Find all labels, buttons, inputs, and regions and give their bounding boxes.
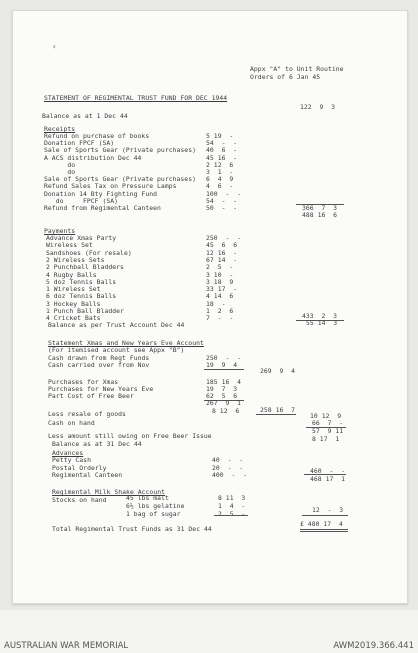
ledger-row-label: Cash drawn from Regt Funds <box>48 354 150 362</box>
xmas-cash-label: Cash on hand <box>48 419 95 427</box>
ledger-row-label: Part Cost of Free Beer <box>48 392 134 401</box>
footer-credit: AUSTRALIAN WAR MEMORIAL <box>4 641 129 651</box>
xmas-difference: 10 12 9 <box>310 412 342 420</box>
payments-total: 433 2 3 <box>302 312 338 320</box>
milkshake-rule <box>214 515 248 516</box>
ledger-row-label: Regimental Canteen <box>52 471 123 480</box>
ledger-row-label: 6½ lbs gelatine <box>126 501 185 510</box>
ledger-row-amount: 7 - - <box>206 314 234 323</box>
milkshake-total: 12 - 3 <box>312 506 344 514</box>
xmas-resale-value: 8 12 6 <box>212 407 240 415</box>
xmas-subtotal-a-rule <box>204 369 244 370</box>
receipts-running-total: 488 16 6 <box>302 211 338 219</box>
opening-balance-label: Balance as at 1 Dec 44 <box>42 112 128 120</box>
milkshake-stock-label: Stocks on hand <box>52 496 107 504</box>
ledger-row-amount: 40 6 - <box>206 146 238 155</box>
ledger-row-amount: 250 - - <box>206 354 242 362</box>
ledger-row-amount: 18 - <box>206 299 226 308</box>
ledger-row-label: Advance Xmas Party <box>46 234 117 242</box>
ledger-row-amount: 50 - - <box>206 204 238 212</box>
ledger-row-label: Donation 14 Bty Fighting Fund <box>44 189 158 198</box>
receipts-total: 366 7 3 <box>302 204 338 212</box>
ledger-row-label: 2 Wireless Sets <box>46 255 105 264</box>
xmas-heading: Statement Xmas and New Years Eve Account <box>48 339 204 347</box>
advances-total: 460 - - <box>310 467 346 475</box>
ledger-row-label: Purchases for Xmas <box>48 378 119 386</box>
ledger-row-label: 5 doz Tennis Balls <box>46 277 117 286</box>
ledger-row-label: 1 Wireless Set <box>46 285 101 294</box>
ledger-row-amount: 100 - - <box>206 189 242 198</box>
ledger-row-amount: 19 7 3 <box>206 385 238 394</box>
payments-heading: Payments <box>44 227 76 235</box>
ledger-row-label: Sale of Sports Gear (Private purchases) <box>44 175 197 184</box>
ledger-row-label: 3 Hockey Balls <box>46 299 101 308</box>
ledger-row-amount: 1 4 - <box>218 501 246 510</box>
xmas-net-rule <box>256 414 296 415</box>
ledger-row-amount: 2 5 - <box>206 263 234 272</box>
opening-balance-value: 122 9 3 <box>300 103 336 111</box>
final-total-label: Total Regimental Trust Funds as 31 Dec 44 <box>52 525 212 533</box>
ledger-row-amount: 19 9 4 <box>206 361 238 370</box>
ledger-row-amount: 45 16 - <box>206 153 238 162</box>
ledger-row-amount: 67 14 - <box>206 255 238 264</box>
advances-heading: Advances <box>52 449 84 457</box>
ledger-row-label: 4 Rugby Balls <box>46 270 97 279</box>
final-total-rule-2 <box>300 531 348 532</box>
ledger-row-amount: 2 12 6 <box>206 160 234 169</box>
document-title: STATEMENT OF REGIMENTAL TRUST FUND FOR DEC 1944 <box>44 94 228 102</box>
xmas-note: (For itemised account see Appx "B") <box>48 346 185 354</box>
ledger-row-label: 2 Punchball Bladders <box>46 263 124 272</box>
ledger-row-amount: 2 5 - <box>218 509 246 518</box>
ledger-row-label: Wireless Set <box>46 241 93 250</box>
ledger-row-amount: 1 2 6 <box>206 307 234 315</box>
footer-accession-number: AWM2019.366.441 <box>333 641 414 651</box>
ledger-row-amount: 3 1 - <box>206 168 234 176</box>
ledger-row-label: Sale of Sports Gear (Private purchases) <box>44 146 197 155</box>
payments-balance-value: 55 14 3 <box>306 319 338 327</box>
ledger-row-amount: 4 14 6 <box>206 292 234 301</box>
xmas-beer-label: Less amount still owing on Free Beer Issue <box>48 432 212 440</box>
appendix-line-2: Orders of 6 Jan 45 <box>250 73 321 81</box>
receipts-heading: Receipts <box>44 125 76 133</box>
ledger-row-amount: 62 5 6 <box>206 392 238 401</box>
payments-balance-label: Balance as per Trust Account Dec 44 <box>48 321 185 329</box>
ledger-row-amount: 20 - - <box>212 463 244 472</box>
xmas-sum-value: 57 9 11 <box>312 427 344 435</box>
pencil-mark: ‹ <box>52 42 57 51</box>
ledger-row-amount: 45 6 6 <box>206 241 238 250</box>
xmas-balance-label: Balance as at 31 Dec 44 <box>52 440 142 448</box>
ledger-row-amount: 33 17 - <box>206 285 238 294</box>
xmas-subtotal-b: 267 9 1 <box>206 399 242 407</box>
ledger-row-label: Refund on purchase of books <box>44 132 150 140</box>
ledger-row-label: Cash carried over from Nov <box>48 361 150 370</box>
milkshake-total-rule <box>302 515 348 516</box>
ledger-row-label: A ACS distribution Dec 44 <box>44 153 142 162</box>
xmas-beer-value: 8 17 1 <box>312 435 340 443</box>
ledger-row-label: 1 bag of sugar <box>126 509 181 518</box>
ledger-row-label: do FPCF (SA) <box>44 196 119 205</box>
ledger-row-label: 4 Cricket Bats <box>46 314 101 323</box>
ledger-row-amount: 12 16 - <box>206 248 238 257</box>
ledger-row-amount: 250 - - <box>206 234 242 242</box>
xmas-resale-label: Less resale of goods <box>48 410 126 418</box>
xmas-cash-value: 66 7 - <box>312 419 344 427</box>
ledger-row-amount: 8 11 3 <box>218 494 246 502</box>
ledger-row-amount: 54 - - <box>206 196 238 205</box>
ledger-row-label: 6 doz Tennis Balls <box>46 292 117 301</box>
ledger-row-label: Donation FPCF (SA) <box>44 139 115 148</box>
ledger-row-label: Postal Orderly <box>52 463 107 472</box>
ledger-row-amount: 185 16 4 <box>206 378 242 386</box>
ledger-row-label: Purchases for New Years Eve <box>48 385 154 394</box>
ledger-row-amount: 3 10 - <box>206 270 234 279</box>
appendix-line-1: Appx "A" to Unit Routine <box>250 65 344 73</box>
ledger-row-label: do <box>44 168 76 176</box>
ledger-row-label: Petty Cash <box>52 456 91 464</box>
ledger-row-label: Refund Sales Tax on Pressure Lamps <box>44 182 177 191</box>
ledger-row-amount: 4 6 - <box>206 182 234 191</box>
advances-running-total: 468 17 1 <box>310 475 346 483</box>
ledger-row-label: 1 Punch Ball Bladder <box>46 307 124 315</box>
final-total-value: £ 480 17 4 <box>300 520 343 528</box>
ledger-row-amount: 5 19 - <box>206 132 234 140</box>
xmas-net-value: 258 16 7 <box>260 406 296 414</box>
ledger-row-amount: 6 4 9 <box>206 175 234 184</box>
ledger-row-label: Sandshoes (For resale) <box>46 248 132 257</box>
ledger-row-label: Refund from Regimental Canteen <box>44 204 161 212</box>
final-total-rule-1 <box>300 529 348 530</box>
ledger-row-amount: 40 - - <box>212 456 244 464</box>
ledger-row-amount: 54 - - <box>206 139 238 148</box>
ledger-row-amount: 400 - - <box>212 471 248 480</box>
ledger-row-amount: 3 18 9 <box>206 277 234 286</box>
ledger-row-label: 45 lbs malt <box>126 494 169 502</box>
ledger-row-label: do <box>44 160 76 169</box>
xmas-subtotal-a: 269 9 4 <box>260 367 296 375</box>
milkshake-heading: Regimental Milk Shake Account <box>52 488 166 496</box>
